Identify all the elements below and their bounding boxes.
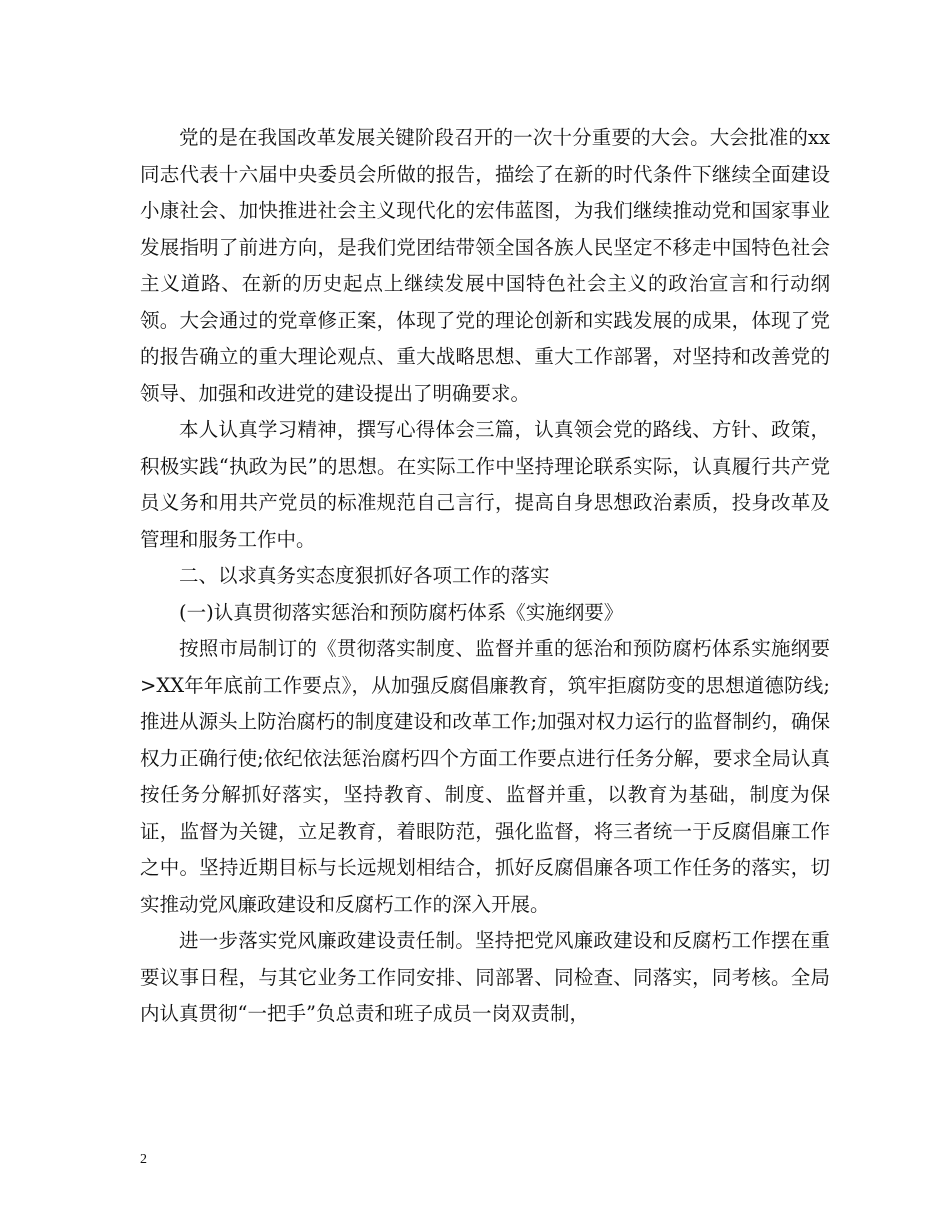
paragraph-responsibility: 进一步落实党风廉政建设责任制。坚持把党风廉政建设和反腐朽工作摆在重要议事日程，与其它业务工作同安排、同部署、同检查、同落实，同考核。全局内认真贯彻“一把手”负总责和班子成员一岗双责制， xyxy=(140,929,830,1025)
paragraph-congress-report: 党的是在我国改革发展关键阶段召开的一次十分重要的大会。大会批准的xx同志代表十六届中央委员会所做的报告，描绘了在新的时代条件下继续全面建设小康社会、加快推进社会主义现代化的宏伟蓝图，为我们继续推动党和国家事业发展指明了前进方向，是我们党团结带领全国各族人民坚定不移走中国特色社会主义道路、在新的历史起点上继续发展中国特色社会主义的政治宣言和行动纲领。大会通过的党章修正案，体现了党的理论创新和实践发展的成果，体现了党的报告确立的重大理论观点、重大战略思想、重大工作部署，对坚持和改善党的领导、加强和改进党的建设提出了明确要求。 xyxy=(140,126,830,405)
paragraph-personal-study: 本人认真学习精神，撰写心得体会三篇，认真领会党的路线、方针、政策，积极实践“执政为民”的思想。在实际工作中坚持理论联系实际，认真履行共产党员义务和用共产党员的标准规范自己言行，提高自身思想政治素质，投身改革及管理和服务工作中。 xyxy=(140,418,830,551)
subsection-heading: (一)认真贯彻落实惩治和预防腐朽体系《实施纲要》 xyxy=(179,600,624,624)
section-heading: 二、以求真务实态度狠抓好各项工作的落实 xyxy=(179,564,550,587)
document-body xyxy=(140,120,830,1033)
paragraph-implementation: 按照市局制订的《贯彻落实制度、监督并重的惩治和预防腐朽体系实施纲要>XX年年底前工作要点》，从加强反腐倡廉教育，筑牢拒腐防变的思想道德防线;推进从源头上防治腐朽的制度建设和改革工作;加强对权力运行的监督制约，确保权力正确行使;依纪依法惩治腐朽四个方面工作要点进行任务分解，要求全局认真按任务分解抓好落实，坚持教育、制度、监督并重，以教育为基础，制度为保证，监督为关键，立足教育，着眼防范，强化监督，将三者统一于反腐倡廉工作之中。坚持近期目标与长远规划相结合，抓好反腐倡廉各项工作任务的落实，切实推动党风廉政建设和反腐朽工作的深入开展。 xyxy=(140,637,830,916)
page-number: 2 xyxy=(140,1152,147,1167)
